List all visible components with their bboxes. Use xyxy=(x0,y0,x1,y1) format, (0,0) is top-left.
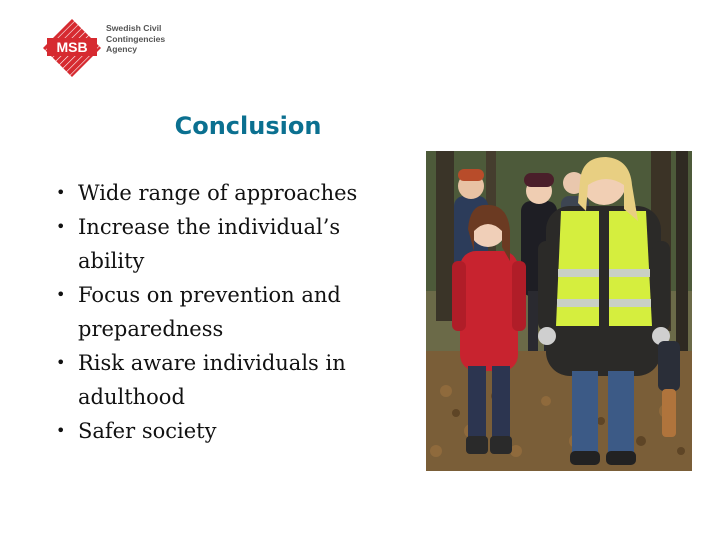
bullet-item xyxy=(44,176,404,210)
bullet-dot: • xyxy=(56,285,66,304)
logo-line-3: Agency xyxy=(106,44,138,54)
bullet-item xyxy=(44,210,404,278)
slide-title: Conclusion xyxy=(174,112,322,140)
bullet-text: Risk aware individuals in xyxy=(78,351,346,375)
logo-mark-text: MSB xyxy=(56,39,88,55)
bullet-item xyxy=(44,414,404,448)
bullet-dot: • xyxy=(56,183,66,202)
bullet-dot: • xyxy=(56,353,66,372)
bullet-dot: • xyxy=(56,421,66,440)
logo-agency-name xyxy=(106,23,176,55)
bullet-text: Focus on prevention and xyxy=(78,283,341,307)
bullet-text: Safer society xyxy=(78,419,217,443)
msb-logo xyxy=(42,18,172,78)
bullet-list xyxy=(44,176,404,448)
bullet-text-continued: adulthood xyxy=(78,385,185,409)
logo-line-1: Swedish Civil xyxy=(106,23,162,33)
bullet-item xyxy=(44,278,404,346)
msb-logo-icon xyxy=(42,18,102,78)
bullet-text: Increase the individual’s xyxy=(78,215,341,239)
bullet-text-continued: preparedness xyxy=(78,317,224,341)
photo-children-walking xyxy=(426,151,692,471)
bullet-text: Wide range of approaches xyxy=(78,181,358,205)
bullet-dot: • xyxy=(56,217,66,236)
logo-line-2: Contingencies xyxy=(106,33,166,44)
bullet-item xyxy=(44,346,404,414)
bullet-text-continued: ability xyxy=(78,249,145,273)
photo-illustration-icon xyxy=(426,151,692,471)
